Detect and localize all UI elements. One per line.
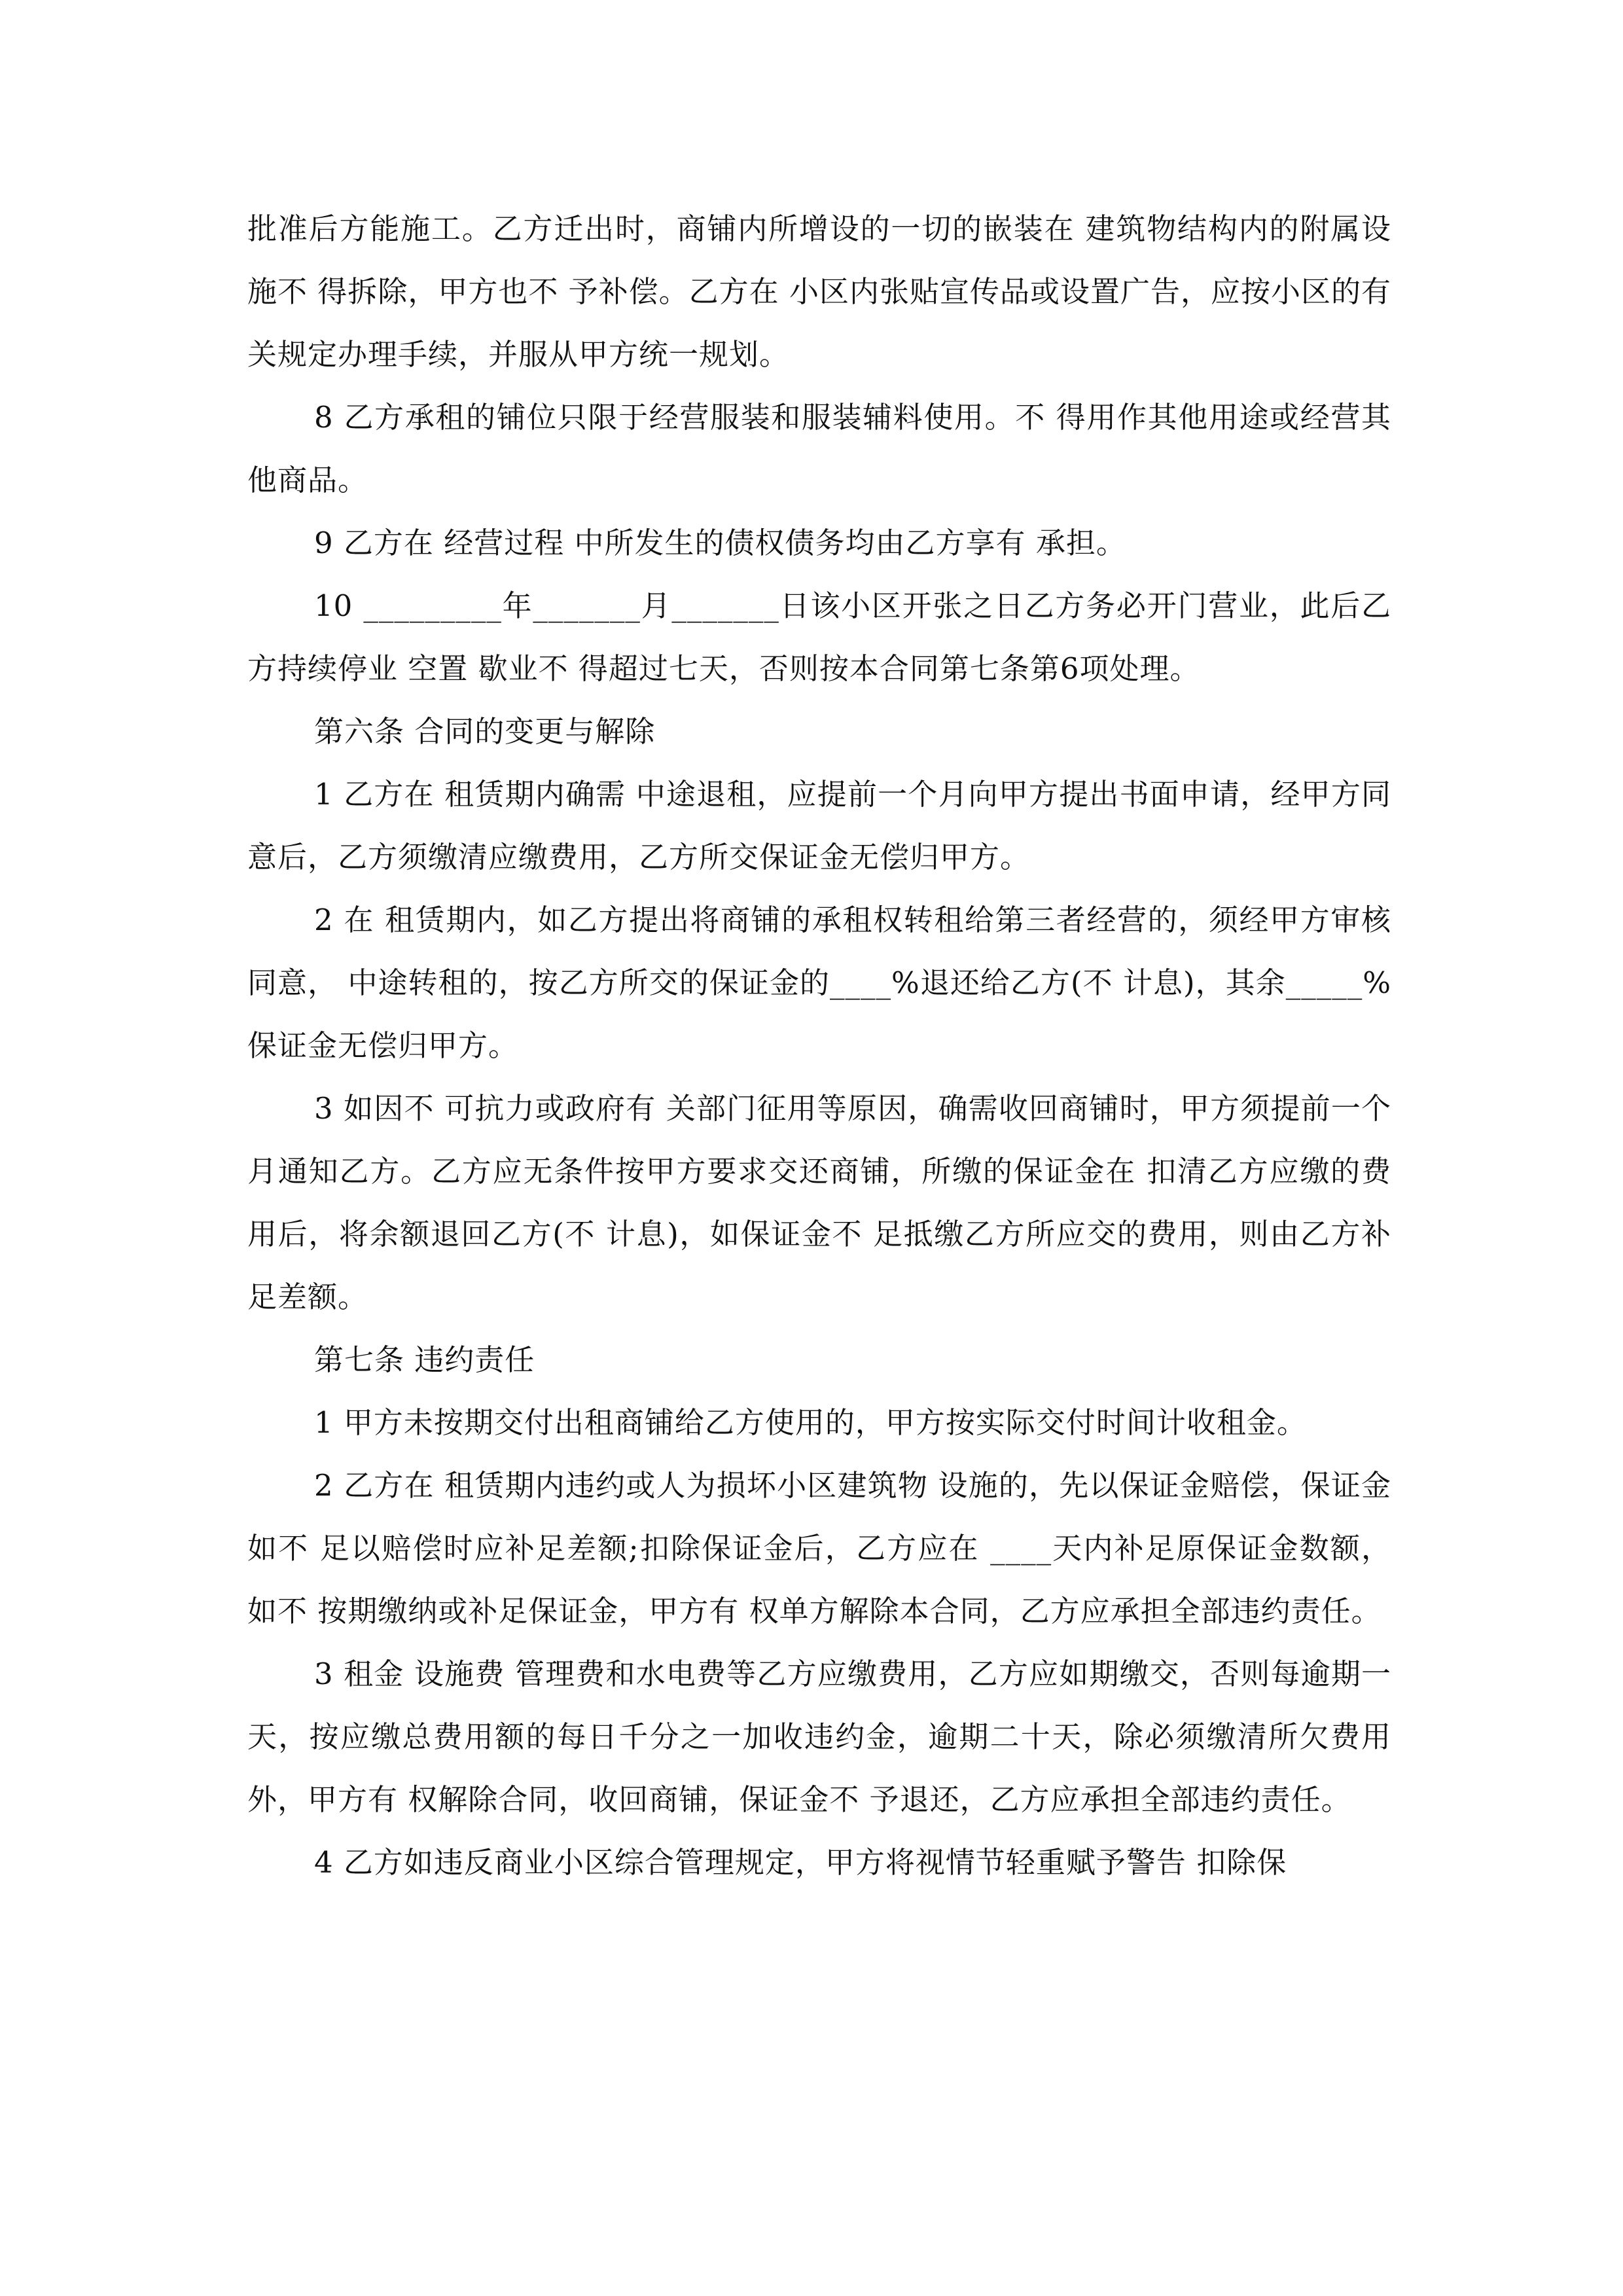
section-heading-article-6: 第六条 合同的变更与解除 xyxy=(314,714,656,749)
section-heading-article-7: 第七条 违约责任 xyxy=(314,1342,535,1377)
paragraph-article-7-item-3: 3 租金 设施费 管理费和水电费等乙方应缴费用，乙方应如期缴交，否则每逾期一天，按应缴总费用额的每日千分之一加收违约金，逾期二十天，除必须缴清所欠费用外，甲方有 权解除合同，收回商铺，保证金不 予退还，乙方应承担全部违约责任。 xyxy=(247,1657,1391,1817)
paragraph-article-7-item-2: 2 乙方在 租赁期内违约或人为损坏小区建筑物 设施的，先以保证金赔偿，保证金如不 足以赔偿时应补足差额;扣除保证金后，乙方应在 ____天内补足原保证金数额，如不 按期缴纳或补足保证金，甲方有 权单方解除本合同，乙方应承担全部违约责任。 xyxy=(247,1468,1391,1628)
paragraph-article-6-item-2: 2 在 租赁期内，如乙方提出将商铺的承租权转租给第三者经营的，须经甲方审核同意， 中途转租的，按乙方所交的保证金的____%退还给乙方(不 计息)，其余_____%保证金无偿归甲方。 xyxy=(247,903,1391,1063)
paragraph-article-6-item-1: 1 乙方在 租赁期内确需 中途退租，应提前一个月向甲方提出书面申请，经甲方同意后，乙方须缴清应缴费用，乙方所交保证金无偿归甲方。 xyxy=(247,777,1391,874)
paragraph-article-7-item-1: 1 甲方未按期交付出租商铺给乙方使用的，甲方按实际交付时间计收租金。 xyxy=(314,1405,1307,1440)
paragraph-clause-10: 10 _________年_______月_______日该小区开张之日乙方务必开门营业，此后乙方持续停业 空置 歇业不 得超过七天，否则按本合同第七条第6项处理。 xyxy=(247,588,1391,686)
paragraph-continuation: 批准后方能施工。乙方迁出时，商铺内所增设的一切的嵌装在 建筑物结构内的附属设施不 得拆除，甲方也不 予补偿。乙方在 小区内张贴宣传品或设置广告，应按小区的有 关规定办理手续，并服从甲方统一规划。 xyxy=(247,211,1391,372)
paragraph-article-6-item-3: 3 如因不 可抗力或政府有 关部门征用等原因，确需收回商铺时，甲方须提前一个月通知乙方。乙方应无条件按甲方要求交还商铺，所缴的保证金在 扣清乙方应缴的费用后，将余额退回乙方(不 计息)，如保证金不 足抵缴乙方所应交的费用，则由乙方补足差额。 xyxy=(247,1091,1391,1314)
document-body xyxy=(247,198,1391,1894)
paragraph-article-7-item-4: 4 乙方如违反商业小区综合管理规定，甲方将视情节轻重赋予警告 扣除保 xyxy=(314,1845,1287,1880)
paragraph-clause-8: 8 乙方承租的铺位只限于经营服装和服装辅料使用。不 得用作其他用途或经营其他商品。 xyxy=(247,400,1391,497)
paragraph-clause-9: 9 乙方在 经营过程 中所发生的债权债务均由乙方享有 承担。 xyxy=(314,526,1126,560)
